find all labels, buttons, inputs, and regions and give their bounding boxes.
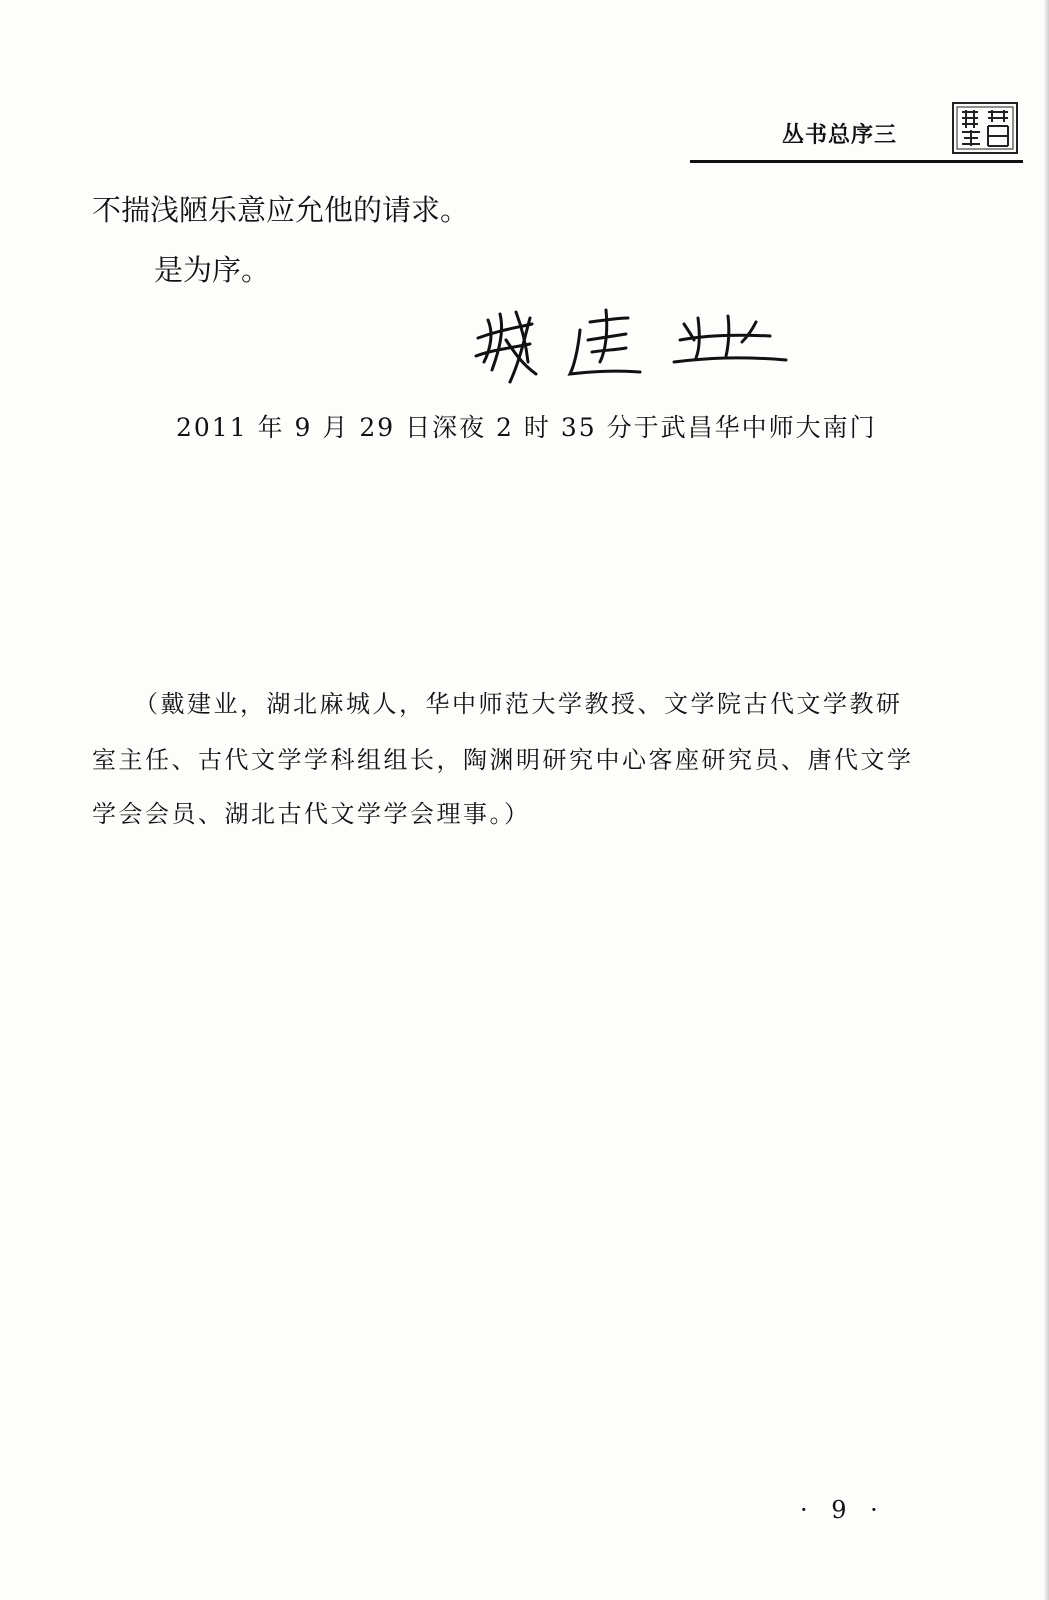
scan-edge [1043,0,1049,1600]
dateline: 2011 年 9 月 29 日深夜 2 时 35 分于武昌华中师大南门 [176,413,877,442]
handwritten-signature [470,300,790,390]
body-text-line: 是为序。 [154,253,271,287]
page-number: · 9 · [800,1496,886,1524]
header-rule [690,160,1023,163]
body-text-line: 不揣浅陋乐意应允他的请求。 [92,193,470,227]
running-header [690,100,1025,170]
author-note-line: （戴建业，湖北麻城人，华中师范大学教授、文学院古代文学教研 [134,690,903,718]
author-note-line: 室主任、古代文学学科组组长，陶渊明研究中心客座研究员、唐代文学 [92,746,914,774]
author-note-line: 学会会员、湖北古代文学学会理事。） [92,800,531,828]
seal-stamp-icon [952,102,1018,154]
header-title: 丛书总序三 [782,123,898,148]
